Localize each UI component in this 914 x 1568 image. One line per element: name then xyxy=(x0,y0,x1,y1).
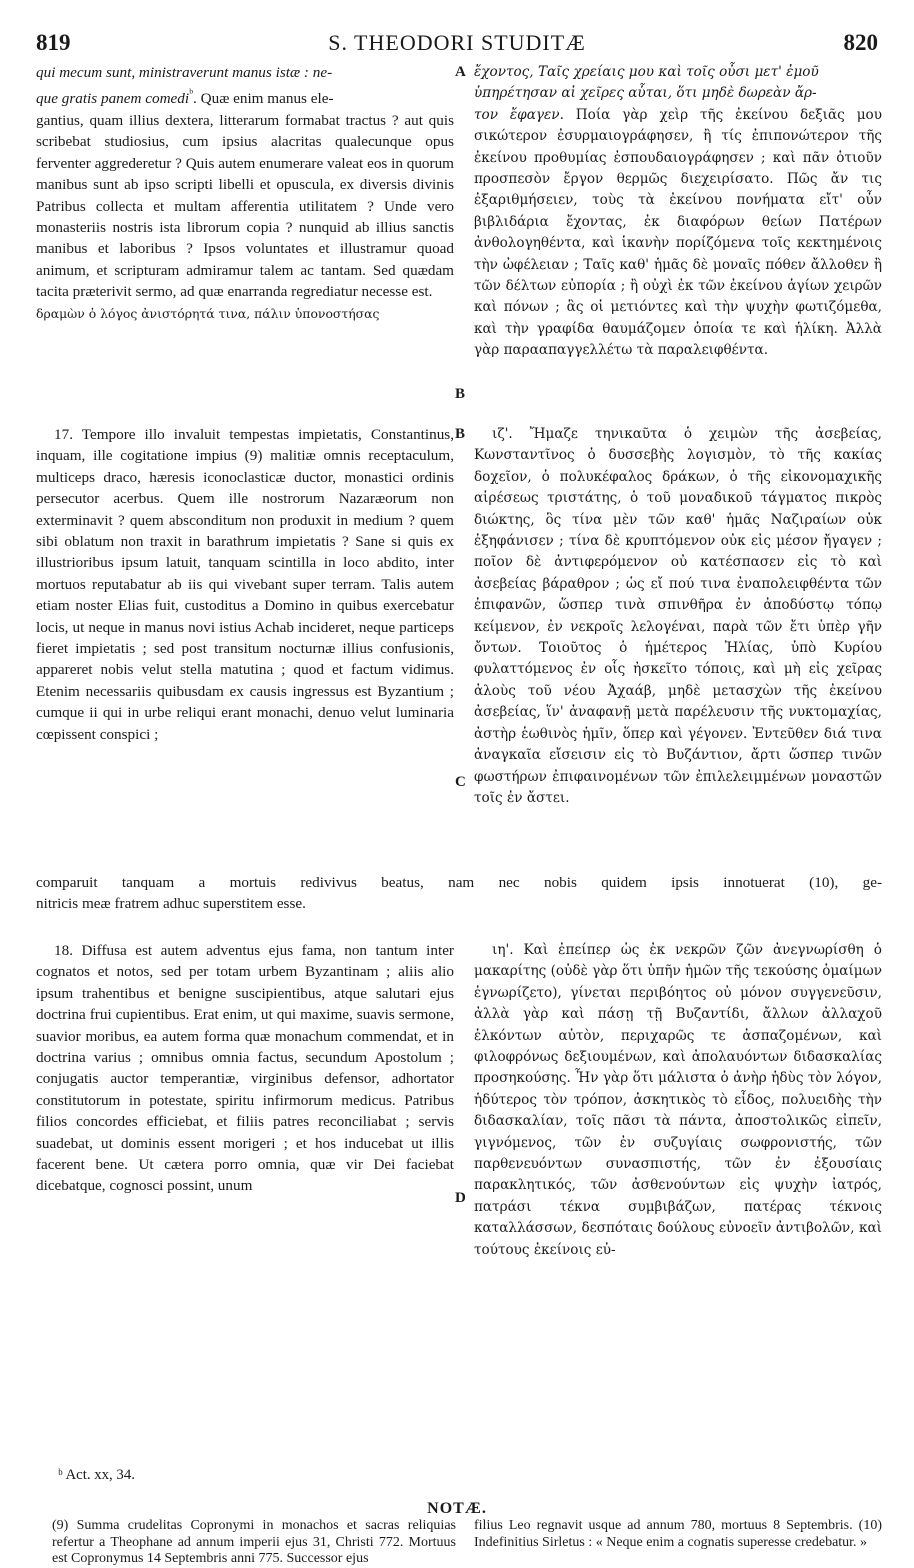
margin-marker-b: B xyxy=(455,386,466,402)
greek-paragraph-17 xyxy=(474,424,882,809)
full-width-line-1: comparuit tanquam a mortuis redivivus beatus, nam nec nobis quidem ipsis innotuerat (10), ge- xyxy=(36,874,882,891)
greek-paragraph-16 xyxy=(474,105,882,362)
latin-column-top xyxy=(36,62,454,324)
greek-column-top xyxy=(474,62,882,362)
latin-paragraph-16: gantius, quam illius dextera, litterarum formabat tractus ? aut quis scribebat studiosius, cum ipsius alacritas qualecunque opus ferventer aggrederetur ? Quis autem enumerare valeat eos in quorum manibus sunt ab ipso scripti libelli et opuscula, ex diversis divinis Patribus collecta et multam afferentia utilitatem ? Unde vero monasteriis nostris ista librorum copia ? nunquid ab illius sanctis manibus et laboribus ? Ipsos voluntates et illustramur quoad animum, et scripturam admiramur talem ac tantam. Sed quædam tacita præterivit sermo, ad quæ enarranda regrediatur necesse est. xyxy=(36,111,454,301)
full-width-line-2: nitricis meæ fratrem adhuc superstitem esse. xyxy=(36,895,306,913)
latin-quote-line-2 xyxy=(36,83,454,109)
page-header xyxy=(36,30,878,60)
margin-marker-a: A xyxy=(455,64,466,80)
margin-marker-d: D xyxy=(455,1190,466,1206)
note-left: (9) Summa crudelitas Copronymi in monachos et sacras reliquias refertur a Theophane ad annum imperii ejus 31, Christi 772. Mortuus est Copronymus 14 Septembris anni 775. Successor ejus xyxy=(52,1518,456,1567)
latin-quote-line-1: qui mecum sunt, ministraverunt manus istæ : ne- xyxy=(36,64,333,81)
latin-paragraph-18 xyxy=(36,940,454,1197)
latin-17-text: 17. Tempore illo invaluit tempestas impietatis, Constantinus, inquam, ille cogitatione impius (9) malitiæ omnis receptaculum, multiceps draco, hæresis iconoclasticæ ductor, monastici ordinis persecutor acerbus. Quem ille nostrorum Nazaræorum non exterminavit ? quem absconditum non produxit in medium ? quem sibi oblatum non traxit in barathrum impietatis ? Sane si quis ex illustrioribus ipsum latuit, tanquam scintilla in loco abdito, inter mortuos reputabatur ab iis qui vivebant super terram. Talis autem etiam noster Elias fuit, custoditus a Domino in quibus exercebatur locis, ut neque in manus novi istius Achab incideret, neque particeps fieret impietatis ; sed post transitum nocturnæ illius confusionis, appareret nobis velut stella matutina ; quod et factum vidimus. Etenim necessariis quibusdam ex causis ingressus est Byzantium ; cumque ii qui in urbe reliqui erant monachi, denuo velut luminaria cœpissent conspici ; xyxy=(36,426,454,743)
greek-quote-end: τον ἔφαγεν xyxy=(474,106,560,123)
greek-paragraph-18 xyxy=(474,940,882,1261)
greek-quote-line-1: ἔχοντος, Ταῖς χρείαις μου καὶ τοῖς οὖσι μετ' ἐμοῦ xyxy=(474,64,819,80)
notes-heading: NOTÆ. xyxy=(427,1500,487,1517)
full-width-text xyxy=(36,872,882,915)
note-right: filius Leo regnavit usque ad annum 780, mortuus 8 Septembris. (10) Indefinitius Sirletus : « Neque enim a cognatis superesse credebatur. » xyxy=(474,1518,882,1550)
greek-17-text: ιζ'. Ἤμαζε τηνικαῦτα ὁ χειμὼν τῆς ἀσεβείας, Κωνσταντῖνος ὁ δυσσεβὴς λογισμὸν, τὸ τῆς κακίας δοχεῖον, ὁ πολυκέφαλος δράκων, ὁ τῆς εἰκονομαχικῆς αἱρέσεως τριστάτης, ὁ τοῦ μοναδικοῦ τάγματος πικρὸς διώκτης, ὃς τίνα μὲν τῶν καθ' ἡμᾶς Ναζιραίων οὐκ ἐξηφάνισεν ; τίνα δὲ κρυπτόμενον οὐκ εἰς μέσον ἤγαγεν ; ποῖον δὲ ἀντιφερόμενον οὐ κατέσπασεν εἰς τὸ καὶ ἀσεβείας βάραθρον ; ὡς εἴ πού τινα ἐναπολειφθέντα τῶν ἐπιφανῶν, ὥσπερ τινὰ σπινθῆρα ἐν ἀποδύστῳ τόπῳ κείμενον, ἐν νεκροῖς λελογέναι, παρὰ τῶν ἔτι ὑπὲρ γῆν ὄντων. Τοιοῦτος ὁ ἡμέτερος Ἠλίας, ὑπὸ Κυρίου φυλαττόμενος ἐν οἷς ἠσκεῖτο τόποις, καὶ μὴ εἰς χεῖρας ἁλοὺς τοῦ νέου Ἀχαάβ, μηδὲ μετασχὼν τῆς ἐκείνου ἀσεβείας, ἵν' ἀναφανῇ μετὰ παρέλευσιν τῆς νυκτομαχίας, ἀστὴρ ἑωθινὸς ἡμῖν, ὅπερ καὶ γέγονεν. Ἐντεῦθεν διά τινα ἀναγκαῖα εἴσεισιν εἰς τὸ Βυζάντιον, ἄρτι ὥσπερ τινῶν φωστήρων ἐπιφαινομένων τῶν ἐπιλελειμμένων μοναστῶν τοῖς ἐν ἄστει. xyxy=(474,426,882,806)
footnote-ref: ᵇ xyxy=(189,86,194,101)
running-title: S. THEODORI STUDITÆ xyxy=(328,30,586,55)
greek-overflow-line: δραμὼν ὁ λόγος ἀνιστόρητά τινα, πάλιν ὑπονοστήσας xyxy=(36,305,380,321)
page-number-left: 819 xyxy=(36,30,71,55)
greek-quote-line-2: ὑπηρέτησαν αἱ χεῖρες αὗται, ὅτι μηδὲ δωρεὰν ἄρ- xyxy=(474,85,817,102)
margin-marker-b2: B xyxy=(455,426,466,442)
latin-paragraph-17 xyxy=(36,424,454,745)
latin-18-text: 18. Diffusa est autem adventus ejus fama, non tantum inter cognatos et notos, sed per totam urbem Byzantinam ; aliis alio ipsum trahentibus et benigne suscipientibus, atque salutari ejus doctrina frui cupientibus. Erat enim, ut qui maxime, suavis sermone, suavior moribus, ea autem forma quæ monachum commendat, et in doctrina varius ; omnibus omnia factus, secundum Apostolum ; conjugatis auctor temperantiæ, virginibus defensor, adhortator constitutorum in potestate, spiritu infirmorum medicus. Patribus filios concordes efficiebat, et filiis patres reconciliabat ; servis suadebat, ut dominis essent morigeri ; et hos inducebat ut illis facerent bene. Ut cætera porro omnia, quæ vir Dei faciebat dicebatque, cognosci possint, unum xyxy=(36,942,454,1195)
footnote: ᵇ Act. xx, 34. xyxy=(58,1467,135,1483)
page-number-right: 820 xyxy=(843,30,878,55)
latin-quote-text: que gratis panem comedi xyxy=(36,90,190,108)
greek-text: . Ποία γὰρ χεὶρ τῆς ἐκείνου δεξιᾶς μου σικώτερον ἐσυρμαιογράφησεν, ἢ τίς ἐπιπονώτερον τῆς ἐκείνου προθυμίας ἐσπουδαιογράφησεν ; καὶ πᾶν ὁτιοῦν προσπεσὸν ἔργον θερμῶς διεχειρίσατο. Πῶς ἄν τις ἐξαριθμήσειεν, τοὺς τὰ ἐκείνου πονήματα εἴτ' οὖν βιβλιδάρια ἔχοντας, ἐκ διαφόρων θείων Πατέρων ἀνθολογηθέντα, καὶ ἱκανὴν πορίζόμενα τοῖς κεκτημένοις τὴν ὠφέλειαν ; Ταῖς καθ' ἡμᾶς δὲ μοναῖς πόθεν ἄλλοθεν ἢ τῶν δέλτων εὐπορία ; ἢ οὐχὶ ἐκ τῶν ἐκείνου ἁγίων χειρῶν καὶ πόνων ; ἃς οἱ μετιόντες καὶ τὴν ψυχὴν φωτιζόμεθα, καὶ τὴν γραφίδα θαυμάζομεν ὁποία τε καὶ ἡλίκη. Ἀλλὰ γὰρ παρααπαγγελλέτω τὰ παραλειφθέντα. xyxy=(474,106,882,359)
greek-18-text: ιη'. Καὶ ἐπείπερ ὡς ἐκ νεκρῶν ζῶν ἀνεγνωρίσθη ὁ μακαρίτης (οὐδὲ γὰρ ὅτι ὑπῆν ἡμῶν τῆς τεκούσης ὁμαίμων ἐγνωρίζετο), γίνεται περιβόητος οὐ μόνον συγγενεῦσιν, ἀλλὰ γὰρ καὶ πάσῃ τῇ Βυζαντίδι, ἄλλων ἀλλαχοῦ ἑλκόντων αὐτὸν, περιχαρῶς τε ἀσπαζομένων, καὶ φιλοφρόνως δεξιουμένων, καὶ ἀπολαυόντων διδασκαλίας προσηκούσης. Ἦν γὰρ ὅτι μάλιστα ὁ ἀνὴρ ἡδὺς τὸν λόγον, ἡδύτερος τὸν τρόπον, ἀσκητικὸς τὸ εἶδος, πολυειδὴς τὴν διδασκαλίαν, τοῖς πᾶσι τὰ πάντα, ἀποστολικῶς εἰπεῖν, γιγνόμενος, τῶν ἐν συζυγίαις σωφρονιστής, τῶν παρθενευόντων συνασπιστής, τῶν ἐν ἐξουσίαις παρακλητικός, τῶν ἀσθενούντων εἰς ψυχὴν ἰατρός, πατράσι τέκνα συμβιβάζων, πατέρας τέκνοις καταλλάσσων, δεσπόταις δούλους εὐνοεῖν ἀντιβολῶν, καὶ τούτους ἐκείνοις εὐ- xyxy=(474,942,882,1258)
margin-marker-c: C xyxy=(455,774,466,790)
latin-text: . Quæ enim manus ele- xyxy=(193,90,334,108)
